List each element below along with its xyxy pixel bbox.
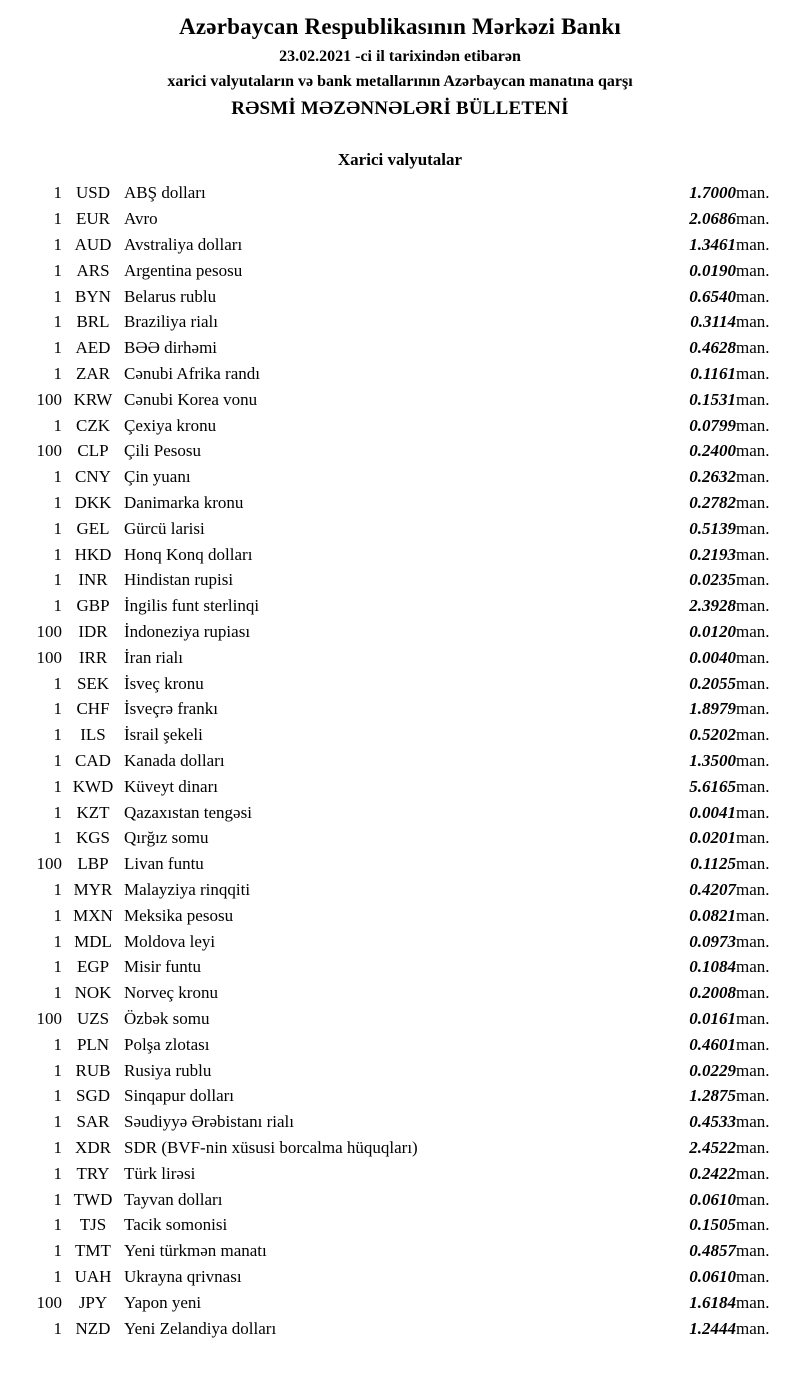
currency-rate: 0.0973 [689,931,736,951]
currency-rate: 0.0799 [689,415,736,435]
currency-rate: 0.6540 [689,286,736,306]
currency-code: RUB [75,1060,111,1080]
currency-quantity: 1 [53,1112,62,1132]
currency-code: NOK [74,983,112,1003]
currency-quantity: 100 [36,1292,62,1312]
currency-rate: 0.2632 [689,467,736,487]
currency-quantity: 1 [53,931,62,951]
currency-unit-label: man. [736,905,770,925]
currency-quantity: 1 [53,776,62,796]
currency-code: KWD [72,776,114,796]
currency-quantity: 1 [53,467,62,487]
currency-code: TWD [73,1189,113,1209]
currency-quantity: 100 [36,441,62,461]
currency-quantity: 1 [53,1241,62,1261]
currency-name: SDR (BVF-nin xüsusi borcalma hüquqları) [124,1137,418,1157]
currency-code: EGP [76,957,110,977]
currency-name: Moldova leyi [124,931,216,951]
currency-unit-label: man. [736,312,770,332]
currency-name: Belarus rublu [124,286,217,306]
currency-quantity: 1 [53,286,62,306]
currency-name: Gürcü larisi [124,518,205,538]
table-row [0,722,800,748]
currency-name: Kanada dolları [124,750,225,770]
currency-unit-label: man. [736,415,770,435]
currency-name: Cənubi Afrika randı [124,364,260,384]
currency-code: KZT [76,802,110,822]
currency-name: Qırğız somu [124,828,209,848]
currency-code: MXN [73,905,113,925]
table-row [0,490,800,516]
currency-unit-label: man. [736,1008,770,1028]
currency-quantity: 1 [53,673,62,693]
table-row [0,1032,800,1058]
currency-unit-label: man. [736,776,770,796]
currency-code: KGS [75,828,110,848]
currency-quantity: 1 [53,415,62,435]
currency-rate: 0.4628 [689,338,736,358]
currency-unit-label: man. [736,364,770,384]
currency-name: BƏƏ dirhəmi [124,338,218,358]
currency-unit-label: man. [736,621,770,641]
currency-name: Yapon yeni [124,1292,202,1312]
currency-code: ZAR [76,364,110,384]
currency-code: PLN [76,1034,110,1054]
currency-code: HKD [74,544,112,564]
table-row [0,851,800,877]
table-row [0,516,800,542]
table-row [0,567,800,593]
table-row [0,1109,800,1135]
currency-rate: 0.2400 [689,441,736,461]
currency-quantity: 1 [53,338,62,358]
currency-quantity: 1 [53,570,62,590]
currency-name: Ukrayna qrivnası [124,1266,242,1286]
currency-name: Səudiyyə Ərəbistanı rialı [124,1112,294,1132]
currency-unit-label: man. [736,389,770,409]
currency-quantity: 1 [53,493,62,512]
currency-quantity: 1 [53,905,62,925]
currency-unit-label: man. [736,260,770,280]
bulletin-heading: RƏSMİ MƏZƏNNƏLƏRİ BÜLLETENİ [231,98,569,120]
currency-rate: 0.0120 [689,621,736,641]
currency-name: İsrail şekeli [124,725,203,745]
currency-rate: 1.3500 [689,750,736,770]
currency-unit-label: man. [736,931,770,951]
table-row [0,1316,800,1342]
currency-quantity: 1 [53,1163,62,1183]
currency-rate: 0.1505 [689,1215,736,1235]
currency-unit-label: man. [736,183,770,203]
currency-rate: 0.2193 [689,544,736,564]
currency-unit-label: man. [736,983,770,1003]
table-row [0,929,800,955]
currency-name: Hindistan rupisi [124,570,234,590]
currency-unit-label: man. [736,570,770,590]
currency-name: Misir funtu [124,957,201,977]
currency-name: Rusiya rublu [124,1060,212,1080]
currency-name: İsveçrə frankı [124,699,218,719]
currency-unit-label: man. [736,699,770,719]
currency-unit-label: man. [736,828,770,848]
table-row [0,748,800,774]
currency-name: ABŞ dolları [124,183,206,203]
currency-code: TMT [75,1241,111,1261]
effective-date-line: 23.02.2021 -ci il tarixindən etibarən [279,48,521,66]
currency-quantity: 100 [36,389,62,409]
table-row [0,1161,800,1187]
currency-code: GEL [76,518,110,538]
currency-name: Argentina pesosu [124,260,243,280]
currency-rate: 0.5202 [689,725,736,745]
table-row [0,1187,800,1213]
currency-unit-label: man. [736,1060,770,1080]
currency-rate: 1.3461 [689,235,736,255]
currency-name: Braziliya rialı [124,312,218,332]
currency-name: İndoneziya rupiası [124,621,251,641]
currency-unit-label: man. [736,725,770,745]
currency-quantity: 1 [53,879,62,899]
currency-rate: 0.2055 [689,673,736,693]
currency-rates-table [0,180,800,1341]
currency-name: Tacik somonisi [124,1215,228,1235]
currency-rate: 0.0610 [689,1266,736,1286]
currency-code: GBP [76,596,110,616]
currency-code: AED [75,338,111,358]
currency-name: Avstraliya dolları [124,235,243,255]
currency-code: AUD [74,235,112,255]
table-row [0,903,800,929]
currency-unit-label: man. [736,673,770,693]
currency-name: İsveç kronu [124,673,204,693]
table-row [0,413,800,439]
currency-code: TRY [76,1163,110,1183]
page-title: Azərbaycan Respublikasının Mərkəzi Bankı [179,14,621,39]
currency-unit-label: man. [736,802,770,822]
currency-rate: 2.4522 [689,1137,736,1157]
currency-name: Avro [124,209,158,229]
table-row [0,464,800,490]
currency-code: IRR [78,647,108,667]
currency-name: Norveç kronu [124,983,218,1003]
table-row [0,542,800,568]
currency-code: UZS [76,1008,110,1028]
currency-code: BRL [76,312,110,332]
currency-code: DKK [74,493,112,512]
currency-unit-label: man. [736,493,770,512]
table-row [0,258,800,284]
table-row [0,1290,800,1316]
currency-name: Küveyt dinarı [124,776,218,796]
currency-quantity: 1 [53,1060,62,1080]
currency-quantity: 100 [36,621,62,641]
currency-code: CHF [76,699,110,719]
currency-unit-label: man. [736,1034,770,1054]
currency-quantity: 1 [53,1215,62,1235]
currency-rate: 0.3114 [690,312,736,332]
currency-quantity: 1 [53,209,62,229]
currency-quantity: 1 [53,828,62,848]
currency-rate: 0.1125 [690,854,736,874]
currency-unit-label: man. [736,1189,770,1209]
currency-quantity: 1 [53,802,62,822]
currency-code: ARS [76,260,110,280]
currency-code: EUR [76,209,110,229]
table-row [0,284,800,310]
currency-quantity: 1 [53,1189,62,1209]
currency-name: Çexiya kronu [124,415,217,435]
currency-unit-label: man. [736,957,770,977]
currency-rate: 2.0686 [689,209,736,229]
table-row [0,800,800,826]
currency-quantity: 1 [53,364,62,384]
currency-name: Honq Konq dolları [124,544,253,564]
currency-unit-label: man. [736,596,770,616]
currency-rate: 0.0040 [689,647,736,667]
currency-rate: 0.5139 [689,518,736,538]
currency-name: Polşa zlotası [124,1034,210,1054]
currency-name: Çin yuanı [124,467,191,487]
table-row [0,387,800,413]
table-row [0,619,800,645]
currency-unit-label: man. [736,1215,770,1235]
currency-code: KRW [73,389,113,409]
table-row [0,1006,800,1032]
currency-quantity: 1 [53,957,62,977]
table-row [0,1212,800,1238]
table-row [0,232,800,258]
currency-quantity: 1 [53,596,62,616]
table-row [0,825,800,851]
currency-unit-label: man. [736,1266,770,1286]
currency-code: SGD [75,1086,110,1106]
currency-unit-label: man. [736,338,770,358]
currency-code: LBP [77,854,109,874]
currency-rate: 0.0161 [689,1008,736,1028]
currency-name: İran rialı [124,647,183,667]
currency-unit-label: man. [736,286,770,306]
currency-rate: 0.2782 [689,493,736,512]
currency-quantity: 100 [36,854,62,874]
document-header [0,14,800,120]
currency-quantity: 1 [53,1086,62,1106]
currency-quantity: 1 [53,750,62,770]
currency-rate: 0.4207 [689,879,736,899]
document-subtitle: xarici valyutaların və bank metallarının Azərbaycan manatına qarşı [167,73,633,91]
table-row [0,1058,800,1084]
currency-unit-label: man. [736,1292,770,1312]
table-row [0,645,800,671]
currency-unit-label: man. [736,647,770,667]
currency-name: Meksika pesosu [124,905,234,925]
currency-quantity: 100 [36,647,62,667]
currency-rate: 2.3928 [689,596,736,616]
table-row [0,1264,800,1290]
currency-name: Türk lirəsi [124,1163,196,1183]
currency-rate: 0.0610 [689,1189,736,1209]
currency-name: Malayziya rinqqiti [124,879,251,899]
currency-rate: 0.2008 [689,983,736,1003]
currency-rate: 0.4857 [689,1241,736,1261]
currency-unit-label: man. [736,209,770,229]
currency-unit-label: man. [736,1241,770,1261]
currency-code: CLP [77,441,109,461]
currency-quantity: 1 [53,518,62,538]
currency-unit-label: man. [736,441,770,461]
currency-unit-label: man. [736,879,770,899]
currency-unit-label: man. [736,1163,770,1183]
currency-unit-label: man. [736,750,770,770]
currency-rate: 0.0041 [689,802,736,822]
currency-quantity: 1 [53,983,62,1003]
currency-rate: 0.2422 [689,1163,736,1183]
currency-name: Danimarka kronu [124,493,244,512]
currency-code: JPY [78,1292,108,1312]
currency-quantity: 1 [53,312,62,332]
currency-name: Özbək somu [124,1008,210,1028]
currency-quantity: 1 [53,260,62,280]
currency-code: BYN [75,286,111,306]
currency-unit-label: man. [736,518,770,538]
currency-rate: 0.0821 [689,905,736,925]
currency-rate: 5.6165 [689,776,736,796]
currency-unit-label: man. [736,1318,770,1338]
currency-code: INR [78,570,108,590]
currency-quantity: 1 [53,1266,62,1286]
currency-rate: 0.1161 [690,364,736,384]
currency-rate: 0.4601 [689,1034,736,1054]
currency-code: MDL [74,931,112,951]
currency-rate: 1.7000 [689,183,736,203]
currency-unit-label: man. [736,544,770,564]
currency-quantity: 100 [36,1008,62,1028]
table-row [0,206,800,232]
currency-rate: 0.4533 [689,1112,736,1132]
table-row [0,309,800,335]
section-title-foreign-currencies: Xarici valyutalar [337,150,463,170]
currency-rate: 0.0190 [689,260,736,280]
currency-code: CAD [75,750,111,770]
currency-name: Tayvan dolları [124,1189,223,1209]
currency-rate: 0.1531 [689,389,736,409]
currency-rate: 1.8979 [689,699,736,719]
currency-unit-label: man. [736,235,770,255]
currency-name: Yeni türkmən manatı [124,1241,267,1261]
currency-code: MYR [73,879,113,899]
currency-code: CZK [76,415,110,435]
table-row [0,980,800,1006]
currency-name: Sinqapur dolları [124,1086,235,1106]
currency-unit-label: man. [736,1137,770,1157]
currency-quantity: 1 [53,1137,62,1157]
currency-quantity: 1 [53,544,62,564]
currency-rate: 0.0229 [689,1060,736,1080]
table-row [0,774,800,800]
table-row [0,671,800,697]
currency-code: IDR [78,621,108,641]
currency-quantity: 1 [53,1318,62,1338]
currency-unit-label: man. [736,467,770,487]
currency-code: USD [75,183,110,203]
currency-code: CNY [75,467,111,487]
currency-quantity: 1 [53,1034,62,1054]
table-row [0,335,800,361]
currency-name: Çili Pesosu [124,441,201,461]
table-row [0,954,800,980]
table-row [0,438,800,464]
currency-quantity: 1 [53,725,62,745]
currency-rate: 1.6184 [689,1292,736,1312]
currency-name: Qazaxıstan tengəsi [124,802,252,822]
table-row [0,877,800,903]
currency-code: XDR [75,1137,111,1157]
table-row [0,1238,800,1264]
table-row [0,1135,800,1161]
currency-rate: 1.2875 [689,1086,736,1106]
currency-name: Yeni Zelandiya dolları [124,1318,277,1338]
currency-quantity: 1 [53,235,62,255]
currency-rate: 0.0201 [689,828,736,848]
currency-code: SAR [76,1112,110,1132]
currency-code: SEK [76,673,110,693]
table-row [0,593,800,619]
currency-quantity: 1 [53,183,62,203]
currency-unit-label: man. [736,1086,770,1106]
currency-quantity: 1 [53,699,62,719]
currency-code: UAH [74,1266,112,1286]
currency-unit-label: man. [736,854,770,874]
currency-rate: 0.1084 [689,957,736,977]
currency-unit-label: man. [736,1112,770,1132]
currency-name: İngilis funt sterlinqi [124,596,260,616]
table-row [0,361,800,387]
currency-rate: 1.2444 [689,1318,736,1338]
currency-code: ILS [80,725,106,745]
table-row [0,696,800,722]
currency-name: Livan funtu [124,854,204,874]
currency-code: TJS [79,1215,107,1235]
currency-rate: 0.0235 [689,570,736,590]
table-row [0,1083,800,1109]
currency-name: Cənubi Korea vonu [124,389,258,409]
currency-code: NZD [75,1318,111,1338]
table-row [0,180,800,206]
